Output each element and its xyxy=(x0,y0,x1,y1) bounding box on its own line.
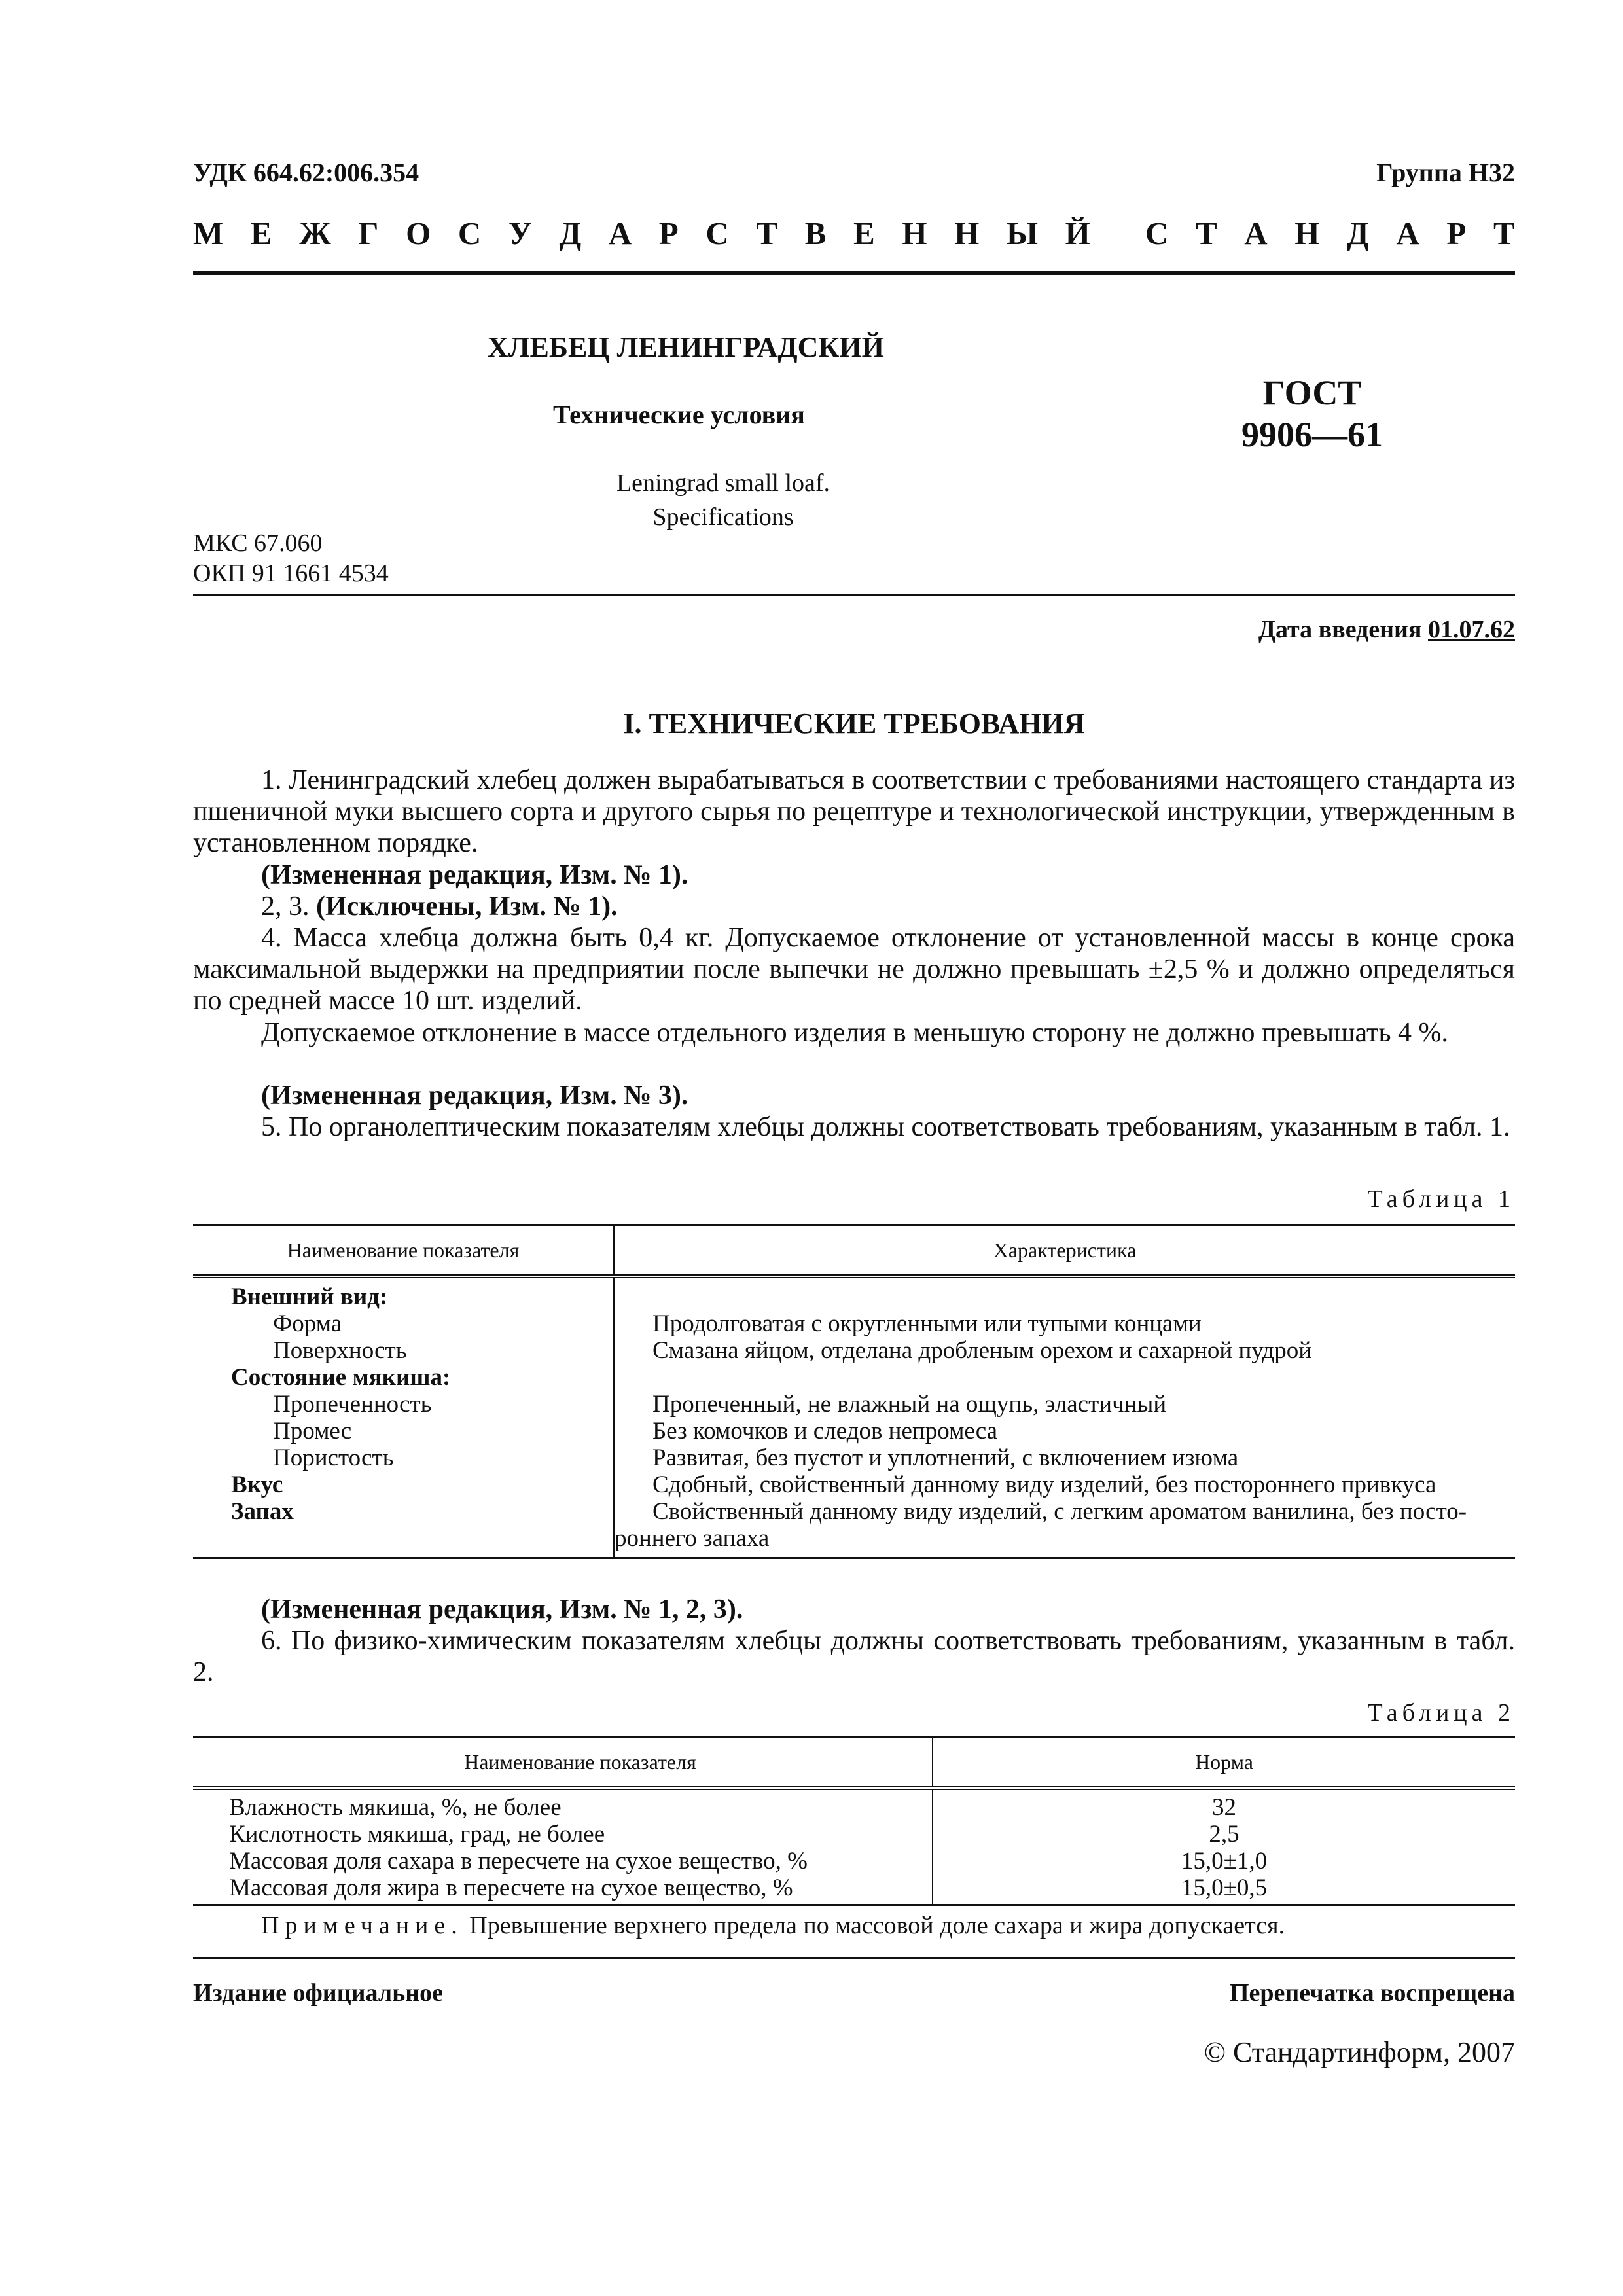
banner-letter: Т xyxy=(1195,215,1217,251)
table-cell-name: Внешний вид: xyxy=(193,1276,614,1310)
okp-code: ОКП 91 1661 4534 xyxy=(193,560,389,587)
table-cell-value: Без комочков и следов непромеса xyxy=(652,1418,998,1444)
table-cell-value: Сдобный, свойственный данному виду изделий, без постороннего привкуса xyxy=(652,1471,1436,1498)
table-cell-name: Массовая доля жира в пересчете на сухое вещество, % xyxy=(193,1874,933,1905)
table-row xyxy=(193,1418,1515,1444)
table2-col-norm: Норма xyxy=(1195,1749,1253,1774)
mks-code: МКС 67.060 xyxy=(193,529,323,557)
table2-note xyxy=(261,1911,1285,1940)
table-row xyxy=(193,1471,1515,1498)
table-row xyxy=(193,1276,1515,1310)
introduction-date xyxy=(1258,615,1515,644)
header-rule xyxy=(193,271,1515,275)
banner-letter: В xyxy=(804,215,827,251)
classification-codes xyxy=(193,528,389,588)
document-subtitle: Технические условия xyxy=(553,400,805,429)
banner-letter: Н xyxy=(1294,215,1320,251)
table-cell-value xyxy=(614,1498,1515,1558)
amendment-note-1: (Измененная редакция, Изм. № 1). xyxy=(261,860,688,890)
table-row xyxy=(193,1364,1515,1391)
table-cell-value: Развитая, без пустот и уплотнений, с включением изюма xyxy=(652,1444,1239,1471)
table-cell-name: Пропеченность xyxy=(193,1391,614,1418)
paragraph-1: 1. Ленинградский хлебец должен вырабатываться в соответствии с требованиями настоящего стандарта из пшеничной муки высшего сорта и другого сырья по рецептуре и технологической инструкции, утвержденным в установленном порядке. xyxy=(193,765,1515,858)
table-row xyxy=(193,1498,1515,1558)
banner-letter: Й xyxy=(1065,215,1090,251)
table-cell-name: Поверхность xyxy=(193,1337,614,1364)
banner-letter: Ж xyxy=(299,215,331,251)
english-title xyxy=(569,466,877,534)
english-title-line2: Specifications xyxy=(652,503,794,531)
banner-letter: М xyxy=(193,215,224,251)
banner-letter: Н xyxy=(902,215,927,251)
table-row xyxy=(193,1337,1515,1364)
paragraph-2-3 xyxy=(261,891,618,922)
table-cell-value: 2,5 xyxy=(1209,1821,1240,1848)
paragraph-6: 6. По физико-химическим показателям хлебцы должны соответствовать требованиям, указанным в табл. 2. xyxy=(193,1626,1515,1687)
table-row xyxy=(193,1848,1515,1874)
banner-letter: А xyxy=(608,215,632,251)
table1-col-name: Наименование показателя xyxy=(193,1225,614,1277)
date-label: Дата введения xyxy=(1258,616,1422,643)
table-cell-name: Состояние мякиша: xyxy=(193,1364,614,1391)
paragraph-4b: Допускаемое отклонение в массе отдельного изделия в меньшую сторону не должно превышать 4 %. xyxy=(261,1018,1448,1048)
gost-code: 9906—61 xyxy=(1241,415,1383,454)
note-text: Превышение верхнего предела по массовой доле сахара и жира допускается. xyxy=(469,1912,1285,1939)
paragraph-4: 4. Масса хлебца должна быть 0,4 кг. Допускаемое отклонение от установленной массы в конце срока максимальной выдержки на предприятии после выпечки не должно превышать ±2,5 % и должно определяться по средней массе 10 шт. изделий. xyxy=(193,923,1515,1016)
paragraph-2-3-number: 2, 3. xyxy=(261,891,310,922)
section-heading: I. ТЕХНИЧЕСКИЕ ТРЕБОВАНИЯ xyxy=(623,708,1085,740)
table-organoleptic xyxy=(193,1224,1515,1559)
table-row xyxy=(193,1391,1515,1418)
table-cell-name: Массовая доля сахара в пересчете на сухое вещество, % xyxy=(193,1848,933,1874)
table-cell-value: 32 xyxy=(1212,1794,1236,1821)
table2-col-name: Наименование показателя xyxy=(193,1737,933,1789)
banner-letter: Р xyxy=(658,215,679,251)
table-cell-name: Вкус xyxy=(193,1471,614,1498)
table-physicochemical xyxy=(193,1736,1515,1906)
table1-caption: Таблица 1 xyxy=(1367,1185,1515,1213)
table-row xyxy=(193,1821,1515,1848)
banner-letter: Н xyxy=(954,215,980,251)
banner-letter: Ы xyxy=(1006,215,1038,251)
table-cell-value: Смазана яйцом, отделана дробленым орехом и сахарной пудрой xyxy=(652,1337,1312,1364)
banner-letter: А xyxy=(1244,215,1268,251)
table-cell-value: 15,0±0,5 xyxy=(1181,1874,1268,1901)
table-cell-value-line1: Свойственный данному виду изделий, с легким ароматом ванилина, без посто- xyxy=(652,1498,1467,1525)
paragraph-5: 5. По органолептическим показателям хлебцы должны соответствовать требованиям, указанным в табл. 1. xyxy=(261,1112,1510,1142)
table-cell-name: Запах xyxy=(193,1498,614,1558)
table-header-row xyxy=(193,1737,1515,1789)
table-cell-value: Продолговатая с округленными или тупыми концами xyxy=(652,1310,1202,1337)
banner-letter: Д xyxy=(559,215,582,251)
table-header-row xyxy=(193,1225,1515,1277)
table-cell-name: Влажность мякиша, %, не более xyxy=(193,1788,933,1821)
table-row xyxy=(193,1444,1515,1471)
table-cell-name: Форма xyxy=(193,1310,614,1337)
table1-col-characteristic: Характеристика xyxy=(993,1238,1137,1262)
banner-letter: Т xyxy=(756,215,778,251)
title-rule xyxy=(193,594,1515,596)
banner-letter: У xyxy=(508,215,532,251)
banner-letter: Е xyxy=(853,215,875,251)
table2-caption: Таблица 2 xyxy=(1367,1699,1515,1727)
copyright: © Стандартинформ, 2007 xyxy=(1204,2036,1515,2068)
date-value: 01.07.62 xyxy=(1428,616,1515,643)
table-row xyxy=(193,1874,1515,1905)
group-code: Группа Н32 xyxy=(1376,158,1515,187)
banner-letter: Г xyxy=(358,215,379,251)
banner-letter: С xyxy=(457,215,482,251)
gost-label: ГОСТ xyxy=(1262,373,1362,412)
document-title: ХЛЕБЕЦ ЛЕНИНГРАДСКИЙ xyxy=(488,331,884,363)
banner-letter: Д xyxy=(1347,215,1369,251)
reprint-forbidden: Перепечатка воспрещена xyxy=(1229,1979,1515,2007)
table-row xyxy=(193,1788,1515,1821)
banner-letter: А xyxy=(1396,215,1419,251)
edition-official: Издание официальное xyxy=(193,1979,444,2007)
banner-letter: Т xyxy=(1493,215,1515,251)
banner-letter: С xyxy=(705,215,729,251)
english-title-line1: Leningrad small loaf. xyxy=(616,469,830,497)
gost-number xyxy=(1175,372,1450,456)
table-cell-name: Кислотность мякиша, град, не более xyxy=(193,1821,933,1848)
footer-rule xyxy=(193,1957,1515,1959)
interstate-standard-banner xyxy=(193,215,1515,252)
table-cell-name: Пористость xyxy=(193,1444,614,1471)
banner-letter: О xyxy=(406,215,431,251)
banner-letter: Е xyxy=(250,215,272,251)
document-page xyxy=(193,0,1515,2296)
table-cell-value: 15,0±1,0 xyxy=(1181,1848,1268,1874)
paragraph-2-3-text: (Исключены, Изм. № 1). xyxy=(316,891,618,922)
table-cell-value-line2: роннего запаха xyxy=(615,1525,770,1552)
table-cell-value xyxy=(614,1276,1515,1310)
table-cell-name: Промес xyxy=(193,1418,614,1444)
table-row xyxy=(193,1310,1515,1337)
amendment-note-1-2-3: (Измененная редакция, Изм. № 1, 2, 3). xyxy=(261,1594,743,1624)
banner-letter: Р xyxy=(1446,215,1467,251)
note-label: Примечание. xyxy=(261,1912,463,1939)
table-cell-value: Пропеченный, не влажный на ощупь, эластичный xyxy=(652,1391,1167,1418)
banner-gap xyxy=(1117,215,1118,252)
udk-code: УДК 664.62:006.354 xyxy=(193,158,419,187)
banner-letter: С xyxy=(1145,215,1169,251)
table-cell-value xyxy=(614,1364,1515,1391)
amendment-note-3: (Измененная редакция, Изм. № 3). xyxy=(261,1081,688,1111)
